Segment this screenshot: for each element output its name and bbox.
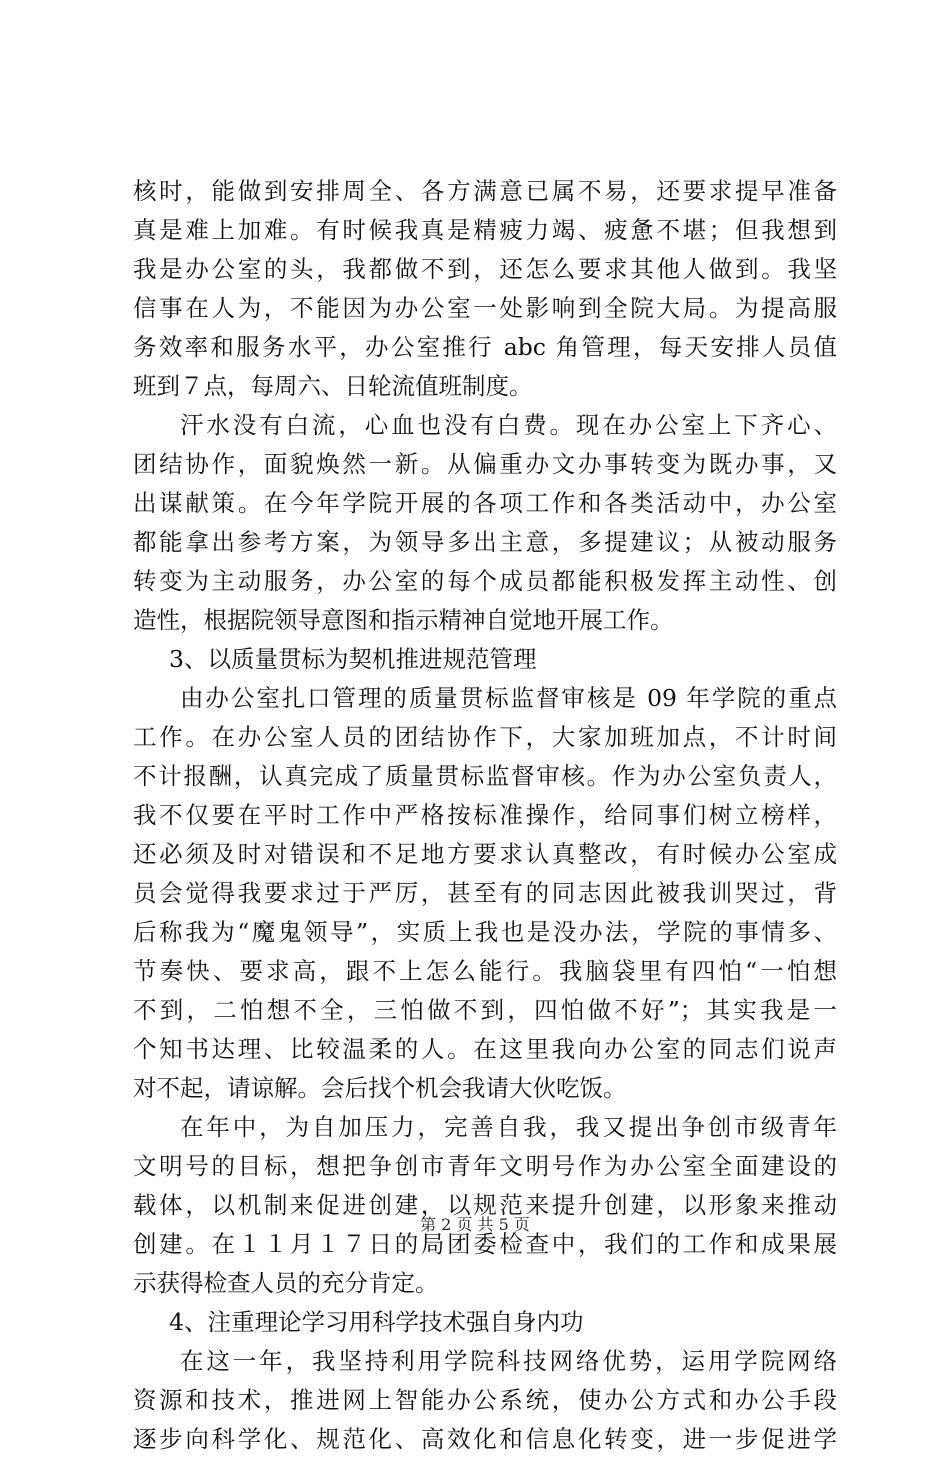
text-line: 节奏快、要求高，跟不上怎么能行。我脑袋里有四怕“一怕想 <box>133 957 837 985</box>
text-line: 文明号的目标，想把争创市青年文明号作为办公室全面建设的 <box>133 1152 837 1180</box>
text-line: 工作。在办公室人员的团结协作下，大家加班加点，不计时间 <box>133 723 837 751</box>
text-line: 还必须及时对错误和不足地方要求认真整改，有时候办公室成 <box>133 840 837 868</box>
page-footer: 第 2 页 共 5 页 <box>420 1215 530 1234</box>
text-line: 我不仅要在平时工作中严格按标准操作，给同事们树立榜样， <box>133 801 837 829</box>
text-line: 务效率和服务水平，办公室推行 abc 角管理，每天安排人员值 <box>133 333 837 361</box>
text-line: 出谋献策。在今年学院开展的各项工作和各类活动中，办公室 <box>133 489 837 517</box>
text-line: 创建。在１１月１７日的局团委检查中，我们的工作和成果展 <box>133 1230 837 1258</box>
text-line: 在年中，为自加压力，完善自我，我又提出争创市级青年 <box>180 1113 837 1141</box>
text-line: 造性，根据院领导意图和指示精神自觉地开展工作。 <box>133 606 674 634</box>
text-line: 资源和技术，推进网上智能办公系统，使办公方式和办公手段 <box>133 1386 837 1414</box>
text-line: 真是难上加难。有时候我真是精疲力竭、疲惫不堪；但我想到 <box>133 216 837 244</box>
section-heading: 3、以质量贯标为契机推进规范管理 <box>169 645 537 673</box>
text-line: 员会觉得我要求过于严厉，甚至有的同志因此被我训哭过，背 <box>133 879 837 907</box>
text-line: 转变为主动服务，办公室的每个成员都能积极发挥主动性、创 <box>133 567 837 595</box>
text-line: 汗水没有白流，心血也没有白费。现在办公室上下齐心、 <box>180 411 837 439</box>
text-line: 信事在人为，不能因为办公室一处影响到全院大局。为提高服 <box>133 294 837 322</box>
text-line: 由办公室扎口管理的质量贯标监督审核是 09 年学院的重点 <box>180 684 837 712</box>
text-line: 我是办公室的头，我都做不到，还怎么要求其他人做到。我坚 <box>133 255 837 283</box>
text-line: 后称我为“魔鬼领导”，实质上我也是没办法，学院的事情多、 <box>133 918 837 946</box>
body-text <box>133 172 837 1459</box>
text-line: 示获得检查人员的充分肯定。 <box>133 1269 439 1297</box>
text-line: 不到，二怕想不全，三怕做不到，四怕做不好”；其实我是一 <box>133 996 837 1024</box>
section-heading: 4、注重理论学习用科学技术强自身内功 <box>169 1308 584 1336</box>
text-line: 不计报酬，认真完成了质量贯标监督审核。作为办公室负责人， <box>133 762 837 790</box>
text-line: 团结协作，面貌焕然一新。从偏重办文办事转变为既办事，又 <box>133 450 837 478</box>
text-line: 对不起，请谅解。会后找个机会我请大伙吃饭。 <box>133 1074 627 1102</box>
text-line: 载体，以机制来促进创建，以规范来提升创建，以形象来推动 <box>133 1191 837 1219</box>
text-line: 班到７点，每周六、日轮流值班制度。 <box>133 372 533 400</box>
text-line: 逐步向科学化、规范化、高效化和信息化转变，进一步促进学 <box>133 1425 837 1453</box>
text-line: 个知书达理、比较温柔的人。在这里我向办公室的同志们说声 <box>133 1035 837 1063</box>
text-line: 核时，能做到安排周全、各方满意已属不易，还要求提早准备 <box>133 177 837 205</box>
text-line: 都能拿出参考方案，为领导多出主意，多提建议；从被动服务 <box>133 528 837 556</box>
text-line: 在这一年，我坚持利用学院科技网络优势，运用学院网络 <box>180 1347 837 1375</box>
